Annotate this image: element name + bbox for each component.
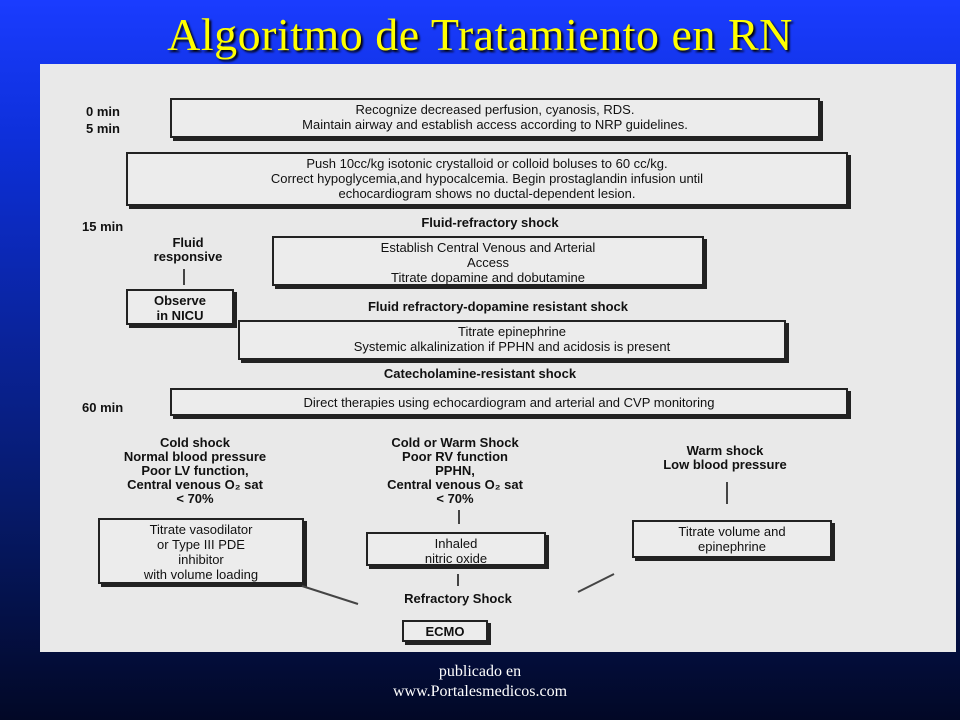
footer-line: publicado en	[438, 663, 522, 680]
cold-shock-line: Central venous O₂ sat	[127, 477, 263, 492]
connector	[302, 586, 358, 604]
fluid-responsive-line: Fluid	[172, 235, 204, 250]
cold-warm-shock-line: < 70%	[436, 491, 474, 506]
box-push-fluids-line: Push 10cc/kg isotonic crystalloid or colloid boluses to 60 cc/kg.	[306, 156, 668, 171]
box-recognize-line: Maintain airway and establish access according to NRP guidelines.	[302, 117, 688, 132]
box-central-access-line: Establish Central Venous and Arterial	[380, 240, 596, 255]
cold-shock-line: Poor LV function,	[141, 463, 249, 478]
box-observe-line: in NICU	[156, 308, 204, 323]
dopamine-resistant-label: Fluid refractory-dopamine resistant shock	[367, 299, 629, 314]
cold-warm-shock-line: Central venous O₂ sat	[387, 477, 523, 492]
slide-title: Algoritmo de Tratamiento en RN	[167, 9, 793, 60]
box-push-fluids-line: Correct hypoglycemia,and hypocalcemia. Begin prostaglandin infusion until	[270, 171, 704, 186]
box-vasodilator-line: with volume loading	[143, 567, 259, 582]
box-nitric-oxide-line: nitric oxide	[424, 551, 488, 566]
time-15-min: 15 min	[82, 219, 124, 234]
fluid-responsive-line: responsive	[153, 249, 223, 264]
box-push-fluids-line: echocardiogram shows no ductal-dependent lesion.	[338, 186, 636, 201]
box-central-access-line: Titrate dopamine and dobutamine	[391, 270, 585, 285]
box-direct-therapies-line: Direct therapies using echocardiogram and arterial and CVP monitoring	[303, 395, 715, 410]
box-ecmo-line: ECMO	[425, 624, 465, 639]
refractory-shock-label: Refractory Shock	[404, 591, 512, 606]
cold-warm-shock-line: Poor RV function	[402, 449, 508, 464]
time-60-min: 60 min	[82, 400, 124, 415]
box-nitric-oxide-line: Inhaled	[434, 536, 478, 551]
cold-warm-shock-line: PPHN,	[435, 463, 475, 478]
box-volume-epinephrine-line: Titrate volume and	[678, 524, 786, 539]
box-vasodilator-line: or Type III PDE	[157, 537, 245, 552]
box-epinephrine-line: Titrate epinephrine	[458, 324, 566, 339]
time-5-min: 5 min	[86, 121, 120, 136]
warm-shock-line: Low blood pressure	[663, 457, 787, 472]
time-0-min: 0 min	[86, 104, 120, 119]
box-volume-epinephrine-line: epinephrine	[698, 539, 766, 554]
box-vasodilator-line: Titrate vasodilator	[149, 522, 253, 537]
cold-shock-line: Cold shock	[159, 435, 231, 450]
box-epinephrine-line: Systemic alkalinization if PPHN and acidosis is present	[353, 339, 671, 354]
box-central-access-line: Access	[467, 255, 509, 270]
catecholamine-resistant-label: Catecholamine-resistant shock	[383, 366, 577, 381]
connector-lines	[40, 64, 956, 652]
cold-shock-line: < 70%	[176, 491, 214, 506]
cold-warm-shock-line: Cold or Warm Shock	[391, 435, 519, 450]
connector	[578, 574, 614, 592]
warm-shock-line: Warm shock	[686, 443, 764, 458]
box-vasodilator-line: inhibitor	[178, 552, 224, 567]
footer	[0, 662, 960, 702]
fluid-refractory-label: Fluid-refractory shock	[421, 215, 559, 230]
box-ecmo	[402, 620, 488, 642]
footer-url: www.Portalesmedicos.com	[392, 683, 568, 700]
algorithm-diagram	[40, 64, 956, 652]
box-recognize-line: Recognize decreased perfusion, cyanosis, RDS.	[355, 102, 635, 117]
cold-shock-line: Normal blood pressure	[123, 449, 267, 464]
box-observe-line: Observe	[153, 293, 207, 308]
